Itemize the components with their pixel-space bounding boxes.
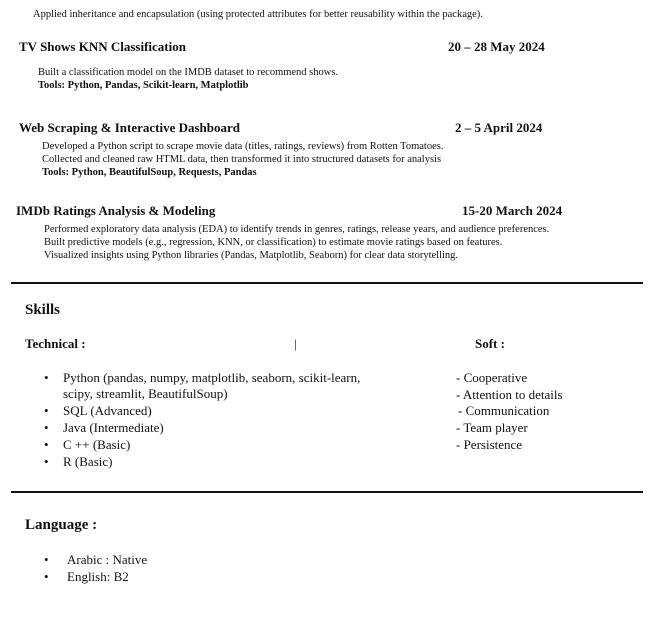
project-desc-line: Performed exploratory data analysis (EDA) to identify trends in genres, ratings, release years, and audience preferences. bbox=[44, 224, 550, 235]
list-item: C ++ (Basic) bbox=[63, 437, 131, 452]
project-title: IMDb Ratings Analysis & Modeling bbox=[16, 203, 216, 218]
bullet-icon: • bbox=[44, 403, 49, 418]
project-desc-line: Visualized insights using Python libraries (Pandas, Matplotlib, Seaborn) for clear data storytelling. bbox=[44, 250, 459, 261]
project-date: 15-20 March 2024 bbox=[462, 203, 563, 218]
list-item: Arabic : Native bbox=[67, 552, 148, 567]
project-desc-line: Collected and cleaned raw HTML data, then transformed it into structured datasets for analysis bbox=[42, 154, 442, 165]
list-item: Python (pandas, numpy, matplotlib, seaborn, scikit-learn, bbox=[63, 370, 361, 385]
list-item: - Persistence bbox=[456, 437, 523, 452]
soft-skills-list bbox=[456, 370, 606, 460]
soft-label: Soft : bbox=[475, 336, 505, 351]
section-divider bbox=[11, 491, 643, 493]
skills-separator: | bbox=[294, 336, 297, 351]
bullet-icon: • bbox=[44, 569, 49, 584]
project-desc-line: Built a classification model on the IMDB dataset to recommend shows. bbox=[38, 67, 339, 78]
list-item: English: B2 bbox=[67, 569, 129, 584]
project-tools bbox=[42, 166, 257, 179]
project-title: Web Scraping & Interactive Dashboard bbox=[19, 120, 240, 135]
project-desc-line: Developed a Python script to scrape movie data (titles, ratings, reviews) from Rotten Tomatoes. bbox=[42, 141, 444, 152]
project-date: 2 – 5 April 2024 bbox=[455, 120, 543, 135]
list-item: R (Basic) bbox=[63, 454, 113, 469]
list-item: - Communication bbox=[458, 403, 550, 418]
bullet-icon: • bbox=[44, 370, 49, 385]
bullet-icon: • bbox=[44, 437, 49, 452]
skills-heading: Skills bbox=[25, 302, 61, 318]
technical-skills-list bbox=[44, 370, 384, 474]
project-title: TV Shows KNN Classification bbox=[19, 39, 186, 54]
project-tools bbox=[38, 79, 249, 92]
list-item: - Cooperative bbox=[456, 370, 528, 385]
project-desc-line: Built predictive models (e.g., regression, KNN, or classification) to estimate movie ratings based on features. bbox=[44, 237, 503, 248]
tools-value: Python, Pandas, Scikit-learn, Matplotlib bbox=[67, 80, 249, 91]
list-item: - Attention to details bbox=[456, 387, 563, 402]
bullet-icon: • bbox=[44, 454, 49, 469]
tools-value: Python, BeautifulSoup, Requests, Pandas bbox=[71, 167, 257, 178]
section-divider bbox=[11, 282, 643, 284]
intro-line: Applied inheritance and encapsulation (using protected attributes for better reusability within the package). bbox=[33, 9, 483, 20]
list-item-continuation: scipy, streamlit, BeautifulSoup) bbox=[63, 386, 228, 401]
language-heading: Language : bbox=[25, 517, 98, 533]
language-list bbox=[44, 552, 244, 592]
project-date: 20 – 28 May 2024 bbox=[448, 39, 545, 54]
technical-label: Technical : bbox=[25, 336, 86, 351]
list-item: - Team player bbox=[456, 420, 528, 435]
bullet-icon: • bbox=[44, 552, 49, 567]
list-item: SQL (Advanced) bbox=[63, 403, 152, 418]
tools-label: Tools: bbox=[42, 167, 70, 178]
list-item: Java (Intermediate) bbox=[63, 420, 164, 435]
bullet-icon: • bbox=[44, 420, 49, 435]
tools-label: Tools: bbox=[38, 80, 66, 91]
